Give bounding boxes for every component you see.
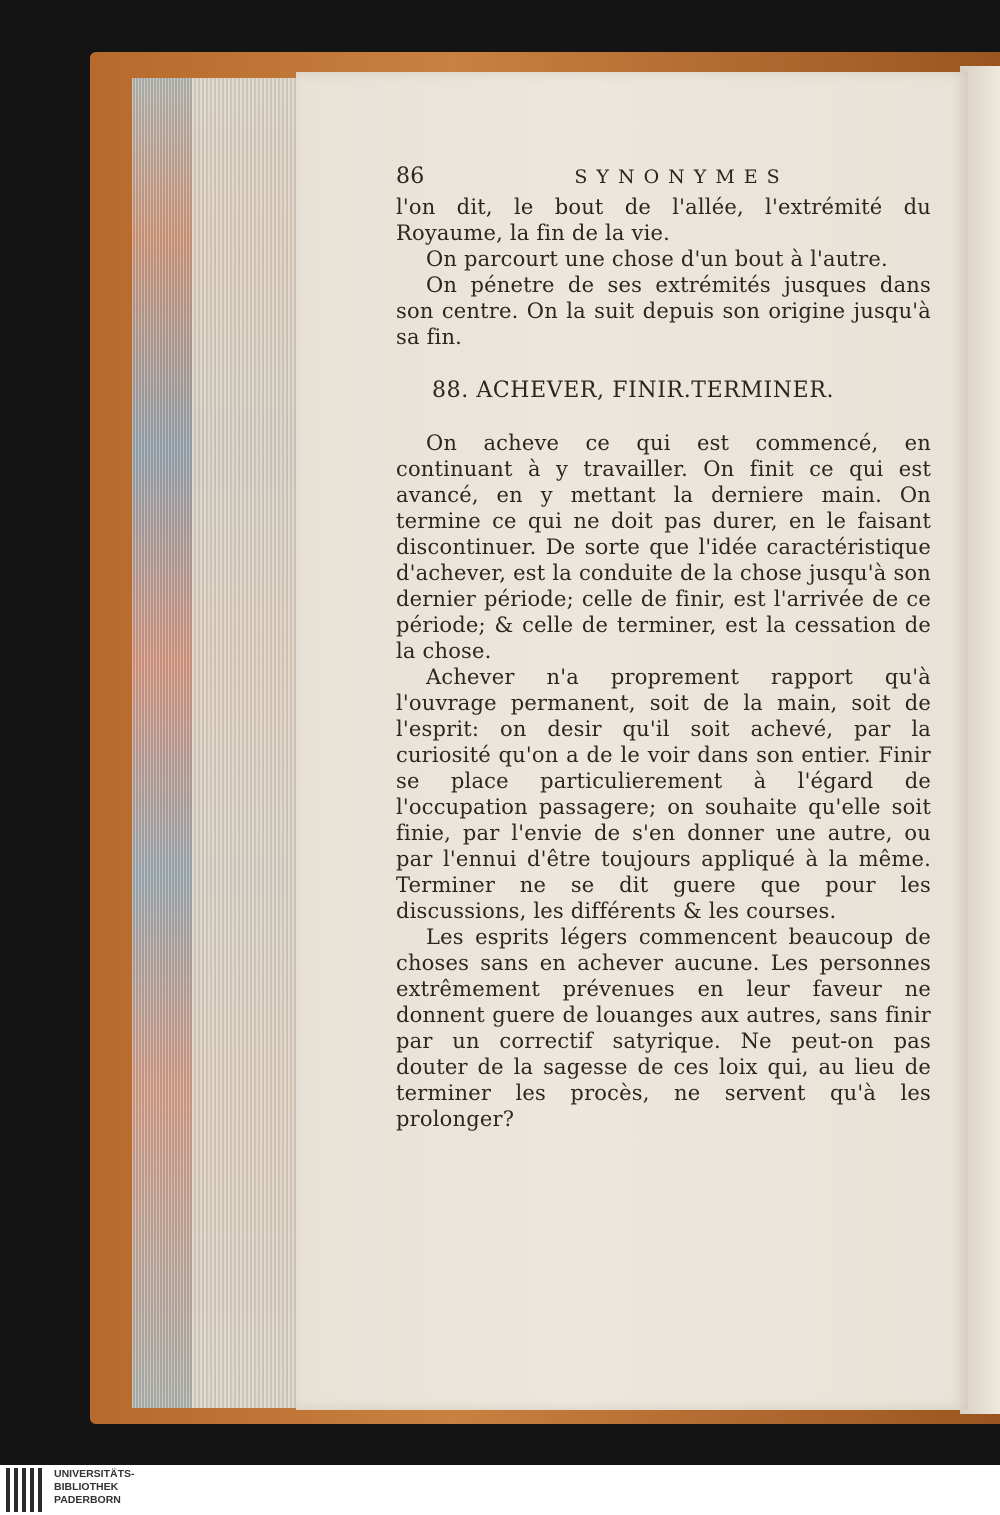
section-paragraph: Les esprits légers commencent beaucoup de choses sans en achever aucune. Les personnes extrêmement prévenues en leur faveur ne donnent guere de louanges aux autres, sans finir par un correctif satyrique. Ne peut-on pas douter de la sagesse de ces loix qui, au lieu de terminer les procès, ne servent qu'à les prolonger? [396,925,931,1131]
running-head [396,164,931,194]
section-paragraph: Achever n'a proprement rapport qu'à l'ouvrage permanent, soit de la main, soit de l'esprit: on desir qu'il soit achevé, par la curiosité qu'on a de le voir dans son entier. Finir se place particulierement à l'égard de l'occupation passagere; on souhaite qu'elle soit finie, par l'envie de s'en donner une autre, ou par l'ennui d'être toujours appliqué à la même. Terminer ne se dit guere que pour les discussions, les différents & les courses. [396,665,931,923]
logo-line: BIBLIOTHEK [54,1481,119,1493]
paragraph: On pénetre de ses extrémités jusques dans son centre. On la suit depuis son origine jusqu'à sa fin. [396,273,931,349]
section-paragraph: On acheve ce qui est commencé, en continuant à y travailler. On finit ce qui est avancé, en y mettant la derniere main. On termine ce qui ne doit pas durer, en le faisant discontinuer. De sorte que l'idée caractéristique d'achever, est la conduite de la chose jusqu'à son dernier période; celle de finir, est l'arrivée de ce période; & celle de terminer, est la cessation de la chose. [396,431,931,663]
section-heading: 88. ACHEVER, FINIR.TERMINER. [432,378,835,403]
running-title: SYNONYMES [574,166,789,188]
page-number: 86 [396,164,425,189]
footer-bar [0,1465,1000,1515]
library-logo [54,1468,135,1507]
library-barcode-icon [6,1468,46,1512]
page-text [396,164,931,1132]
logo-line: PADERBORN [54,1494,121,1506]
paragraph: l'on dit, le bout de l'allée, l'extrémité du Royaume, la fin de la vie. [396,195,931,245]
paragraph: On parcourt une chose d'un bout à l'autre. [426,247,888,271]
logo-line: UNIVERSITÄTS- [54,1468,135,1480]
page-edges [132,78,298,1408]
